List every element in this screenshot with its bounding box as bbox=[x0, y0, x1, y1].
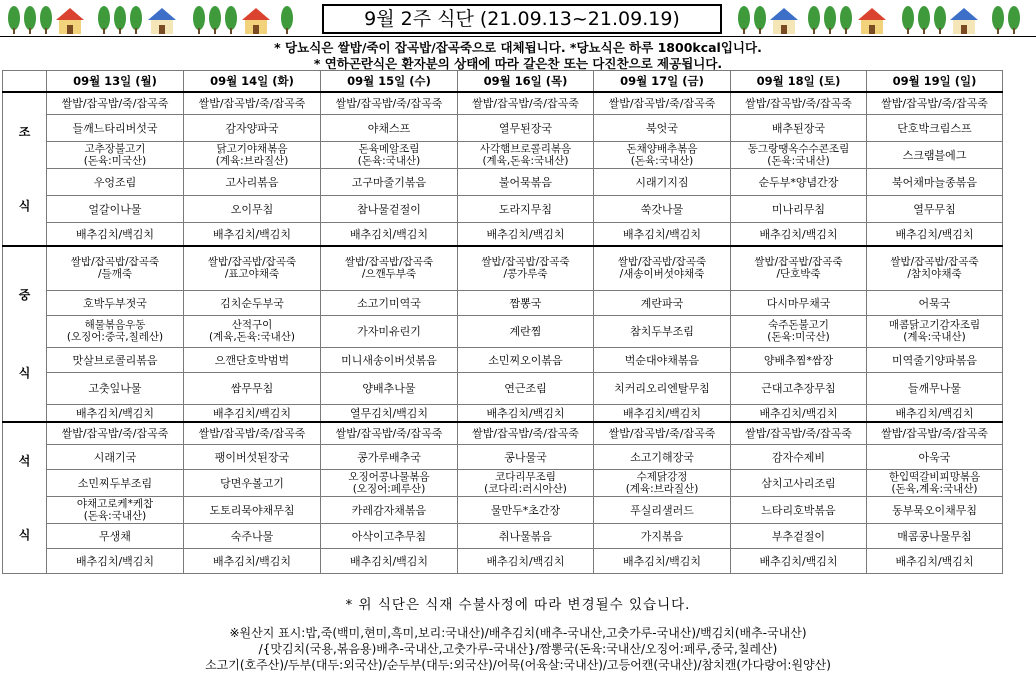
origin-line-3: 소고기(호주산)/두부(대두:외국산)/순두부(대두:외국산)/어묵(어육살:국내산)/고등어캔(국내산)/참치캔(가다랑어:원양산) bbox=[205, 658, 831, 672]
menu-item: 미니새송이버섯볶음 bbox=[321, 347, 458, 372]
menu-item: 배추김치/백김치 bbox=[321, 548, 458, 573]
menu-body bbox=[3, 92, 1003, 573]
menu-item-name: 동그랑땡옥수수콘조림 bbox=[747, 142, 850, 155]
menu-item-origin: (계육:국내산) bbox=[903, 331, 966, 343]
day-header-row bbox=[3, 71, 1003, 93]
menu-item: 물만두*초간장 bbox=[458, 496, 594, 523]
menu-item: 쌀밥/잡곡밥/죽/잡곡죽 bbox=[731, 92, 867, 114]
menu-item: 시래기국 bbox=[47, 444, 184, 469]
menu-item-name: 해물볶음우동 bbox=[84, 319, 146, 331]
menu-item: 배추김치/백김치 bbox=[594, 404, 731, 422]
menu-item: 소민찌오이볶음 bbox=[458, 347, 594, 372]
menu-row bbox=[3, 290, 1003, 315]
menu-item-origin: /들깨죽 bbox=[98, 268, 132, 281]
menu-item: 배추김치/백김치 bbox=[594, 548, 731, 573]
menu-item bbox=[594, 469, 731, 496]
origin-line-1: ※원산지 표시:밥,죽(백미,현미,흑미,보리:국내산)/배추김치(배추-국내산,고춧가루-국내산)/백김치(배추-국내산) bbox=[229, 626, 807, 640]
menu-row bbox=[3, 347, 1003, 372]
menu-item: 배추김치/백김치 bbox=[867, 404, 1003, 422]
menu-item-name: 고추장불고기 bbox=[84, 142, 146, 155]
menu-item: 고춧잎나물 bbox=[47, 372, 184, 404]
menu-item bbox=[731, 141, 867, 168]
day-header: 09월 18일 (토) bbox=[731, 71, 867, 93]
menu-item: 쌀밥/잡곡밥/죽/잡곡죽 bbox=[594, 92, 731, 114]
menu-item bbox=[594, 246, 731, 290]
meal-label bbox=[3, 422, 47, 573]
menu-item bbox=[47, 315, 184, 347]
menu-item: 쌀밥/잡곡밥/죽/잡곡죽 bbox=[867, 92, 1003, 114]
menu-item: 취나물볶음 bbox=[458, 523, 594, 548]
menu-item-name: 쌀밥/잡곡밥/잡곡죽 bbox=[344, 256, 434, 269]
menu-item: 푸실리샐러드 bbox=[594, 496, 731, 523]
menu-item: 배추김치/백김치 bbox=[731, 548, 867, 573]
menu-row bbox=[3, 141, 1003, 168]
meal-label-bottom: 식 bbox=[18, 527, 31, 542]
menu-item: 쌀밥/잡곡밥/죽/잡곡죽 bbox=[594, 422, 731, 444]
header-divider bbox=[0, 36, 1036, 37]
menu-item: 당면우볼고기 bbox=[184, 469, 321, 496]
menu-item: 열무무침 bbox=[867, 195, 1003, 222]
menu-item: 양배추찜*쌈장 bbox=[731, 347, 867, 372]
menu-item: 열무된장국 bbox=[458, 114, 594, 141]
menu-item-name: 오징어콩나물볶음 bbox=[348, 470, 430, 483]
menu-item bbox=[458, 469, 594, 496]
menu-item: 쌀밥/잡곡밥/죽/잡곡죽 bbox=[184, 92, 321, 114]
menu-item-origin: /콩가루죽 bbox=[503, 268, 548, 281]
menu-item: 가자미유린기 bbox=[321, 315, 458, 347]
day-header: 09월 14일 (화) bbox=[184, 71, 321, 93]
day-header: 09월 17일 (금) bbox=[594, 71, 731, 93]
menu-item: 배추김치/백김치 bbox=[594, 222, 731, 246]
menu-item-origin: /표고야채죽 bbox=[224, 268, 280, 281]
menu-item-origin: (계육,돈육:국내산) bbox=[208, 331, 296, 343]
corner-cell bbox=[3, 71, 47, 93]
menu-item-origin: /새송이버섯야채죽 bbox=[619, 268, 705, 281]
menu-row bbox=[3, 469, 1003, 496]
menu-item: 배추김치/백김치 bbox=[47, 404, 184, 422]
menu-item: 쌀밥/잡곡밥/죽/잡곡죽 bbox=[731, 422, 867, 444]
menu-item: 쌈무무침 bbox=[184, 372, 321, 404]
menu-item-name: 매콤닭고기감자조림 bbox=[888, 319, 981, 331]
menu-item: 배추김치/백김치 bbox=[458, 548, 594, 573]
menu-item-name: 한입떡갈비피망볶음 bbox=[888, 470, 981, 483]
notice-diabetic: * 당뇨식은 쌀밥/죽이 잡곡밥/잡곡죽으로 대체됩니다. *당뇨식은 하루 1800kcal입니다. bbox=[274, 40, 762, 55]
menu-item-name: 돈육메알조림 bbox=[358, 142, 420, 155]
menu-item-name: 야채고로케*케찹 bbox=[76, 497, 154, 510]
menu-item: 스크램블에그 bbox=[867, 141, 1003, 168]
menu-item: 북어채마늘종볶음 bbox=[867, 168, 1003, 195]
menu-item bbox=[184, 246, 321, 290]
menu-item: 계란파국 bbox=[594, 290, 731, 315]
menu-item-name: 수제닭강정 bbox=[636, 470, 688, 483]
menu-item bbox=[594, 141, 731, 168]
menu-item-origin: (돈육:국내산) bbox=[357, 154, 421, 167]
menu-item-origin: (코다리:러시아산) bbox=[484, 482, 567, 495]
menu-item: 쌀밥/잡곡밥/죽/잡곡죽 bbox=[47, 422, 184, 444]
meal-label bbox=[3, 246, 47, 422]
menu-item: 무생채 bbox=[47, 523, 184, 548]
menu-item-name: 쌀밥/잡곡밥/잡곡죽 bbox=[617, 256, 707, 269]
menu-item: 부추겉절이 bbox=[731, 523, 867, 548]
menu-item: 얼갈이나물 bbox=[47, 195, 184, 222]
menu-item: 배추김치/백김치 bbox=[731, 404, 867, 422]
menu-row bbox=[3, 523, 1003, 548]
menu-item: 호박두부젓국 bbox=[47, 290, 184, 315]
meal-label-top: 석 bbox=[18, 453, 31, 468]
menu-item bbox=[47, 141, 184, 168]
menu-item: 동부묵오이채무침 bbox=[867, 496, 1003, 523]
menu-item-origin: (돈육:미국산) bbox=[83, 154, 147, 167]
menu-item: 짬뽕국 bbox=[458, 290, 594, 315]
menu-item-name: 쌀밥/잡곡밥/잡곡죽 bbox=[481, 256, 570, 269]
menu-item-origin: (계육:브라질산) bbox=[625, 482, 699, 495]
menu-row bbox=[3, 92, 1003, 114]
menu-item: 들깨느타리버섯국 bbox=[47, 114, 184, 141]
menu-item: 배추김치/백김치 bbox=[47, 548, 184, 573]
menu-item: 야채스프 bbox=[321, 114, 458, 141]
menu-item bbox=[321, 246, 458, 290]
menu-row bbox=[3, 195, 1003, 222]
menu-item: 맛살브로콜리볶음 bbox=[47, 347, 184, 372]
menu-item-name: 사각햄브로콜리볶음 bbox=[479, 142, 572, 155]
menu-item: 배추김치/백김치 bbox=[184, 548, 321, 573]
meal-label-top: 조 bbox=[18, 125, 31, 139]
menu-item: 가지볶음 bbox=[594, 523, 731, 548]
menu-item: 소고기미역국 bbox=[321, 290, 458, 315]
menu-item: 참치두부조림 bbox=[594, 315, 731, 347]
menu-item-name: 숙주돈불고기 bbox=[768, 319, 829, 331]
origin-line-2: /{맛김치(국용,볶음용)배추-국내산,고춧가루-국내산}/짬뽕국(돈육:국내산/오징어:페루,중국,칠레산) bbox=[258, 642, 778, 656]
menu-item: 배추김치/백김치 bbox=[867, 222, 1003, 246]
menu-item: 매콤콩나물무침 bbox=[867, 523, 1003, 548]
day-header: 09월 15일 (수) bbox=[321, 71, 458, 93]
menu-item-name: 코다리무조림 bbox=[495, 470, 556, 483]
menu-item: 쌀밥/잡곡밥/죽/잡곡죽 bbox=[321, 422, 458, 444]
meal-label bbox=[3, 92, 47, 246]
menu-item bbox=[47, 246, 184, 290]
menu-item bbox=[731, 315, 867, 347]
menu-row bbox=[3, 372, 1003, 404]
menu-row bbox=[3, 496, 1003, 523]
menu-item: 순두부*양념간장 bbox=[731, 168, 867, 195]
decoration-right bbox=[736, 4, 1032, 36]
menu-row bbox=[3, 404, 1003, 422]
menu-item: 으깬단호박범벅 bbox=[184, 347, 321, 372]
menu-item: 들깨무나물 bbox=[867, 372, 1003, 404]
menu-item: 느타리호박볶음 bbox=[731, 496, 867, 523]
menu-item: 시래기지짐 bbox=[594, 168, 731, 195]
meal-label-bottom: 식 bbox=[18, 199, 31, 213]
menu-row bbox=[3, 422, 1003, 444]
menu-item: 오이무침 bbox=[184, 195, 321, 222]
menu-row bbox=[3, 114, 1003, 141]
menu-item: 연근조림 bbox=[458, 372, 594, 404]
menu-item: 불어묵볶음 bbox=[458, 168, 594, 195]
menu-item-origin: (돈육:국내산) bbox=[767, 154, 830, 167]
menu-item: 참나물겉절이 bbox=[321, 195, 458, 222]
menu-item: 카레감자채볶음 bbox=[321, 496, 458, 523]
menu-item-name: 닭고기야채볶음 bbox=[216, 142, 288, 155]
menu-item: 근대고추장무침 bbox=[731, 372, 867, 404]
weekly-menu-table bbox=[2, 70, 1003, 574]
menu-item: 아삭이고추무침 bbox=[321, 523, 458, 548]
menu-item: 아욱국 bbox=[867, 444, 1003, 469]
menu-row bbox=[3, 246, 1003, 290]
menu-item: 미역줄기양파볶음 bbox=[867, 347, 1003, 372]
menu-item bbox=[321, 141, 458, 168]
menu-item: 배추김치/백김치 bbox=[321, 222, 458, 246]
menu-item bbox=[867, 469, 1003, 496]
menu-item: 치커리오리엔탈무침 bbox=[594, 372, 731, 404]
menu-item: 쌀밥/잡곡밥/죽/잡곡죽 bbox=[458, 422, 594, 444]
menu-item: 감자양파국 bbox=[184, 114, 321, 141]
change-notice: * 위 식단은 식재 수불사정에 따라 변경될수 있습니다. bbox=[345, 597, 691, 613]
menu-item-origin: (돈육:미국산) bbox=[767, 331, 830, 343]
menu-item: 배추김치/백김치 bbox=[731, 222, 867, 246]
menu-item: 감자수제비 bbox=[731, 444, 867, 469]
menu-item bbox=[321, 469, 458, 496]
menu-item: 어묵국 bbox=[867, 290, 1003, 315]
menu-item: 김치순두부국 bbox=[184, 290, 321, 315]
day-header: 09월 13일 (월) bbox=[47, 71, 184, 93]
menu-item bbox=[47, 496, 184, 523]
menu-item: 북엇국 bbox=[594, 114, 731, 141]
menu-item: 소민찌두부조림 bbox=[47, 469, 184, 496]
menu-item-origin: (계육:브라질산) bbox=[215, 154, 289, 167]
menu-item: 삼치고사리조림 bbox=[731, 469, 867, 496]
menu-item-origin: (돈육:국내산) bbox=[83, 509, 147, 522]
menu-item: 배추김치/백김치 bbox=[867, 548, 1003, 573]
menu-item: 쌀밥/잡곡밥/죽/잡곡죽 bbox=[47, 92, 184, 114]
menu-item: 단호박크림스프 bbox=[867, 114, 1003, 141]
menu-row bbox=[3, 222, 1003, 246]
menu-item: 배추김치/백김치 bbox=[458, 404, 594, 422]
menu-item bbox=[867, 315, 1003, 347]
menu-row bbox=[3, 548, 1003, 573]
menu-item: 다시마무채국 bbox=[731, 290, 867, 315]
menu-item: 우엉조림 bbox=[47, 168, 184, 195]
menu-item-origin: (돈육:국내산) bbox=[630, 154, 694, 167]
menu-item: 콩가루배추국 bbox=[321, 444, 458, 469]
menu-item: 양배추나물 bbox=[321, 372, 458, 404]
day-header: 09월 19일 (일) bbox=[867, 71, 1003, 93]
menu-item-origin: (돈육,계육:국내산) bbox=[891, 482, 978, 495]
menu-item-name: 쌀밥/잡곡밥/잡곡죽 bbox=[70, 256, 160, 269]
menu-item: 고구마줄기볶음 bbox=[321, 168, 458, 195]
menu-item-name: 쌀밥/잡곡밥/잡곡죽 bbox=[890, 256, 979, 269]
menu-item bbox=[867, 246, 1003, 290]
menu-item bbox=[184, 315, 321, 347]
menu-item-name: 산적구이 bbox=[231, 319, 273, 331]
meal-label-bottom: 식 bbox=[18, 366, 31, 380]
menu-item: 배추된장국 bbox=[731, 114, 867, 141]
menu-item: 계란찜 bbox=[458, 315, 594, 347]
menu-item-name: 쌀밥/잡곡밥/잡곡죽 bbox=[207, 256, 297, 269]
menu-item-origin: /으깬두부죽 bbox=[361, 268, 417, 281]
notice-dysphagia: * 연하곤란식은 환자분의 상태에 따라 갈은찬 또는 다진찬으로 제공됩니다. bbox=[313, 56, 723, 71]
decoration-left bbox=[4, 4, 304, 36]
day-header: 09월 16일 (목) bbox=[458, 71, 594, 93]
menu-item-origin: (오징어:페루산) bbox=[352, 482, 426, 495]
menu-item bbox=[184, 141, 321, 168]
menu-item-name: 돈채양배추볶음 bbox=[626, 142, 698, 155]
menu-item-name: 쌀밥/잡곡밥/잡곡죽 bbox=[754, 256, 843, 269]
menu-item: 쌀밥/잡곡밥/죽/잡곡죽 bbox=[321, 92, 458, 114]
menu-item bbox=[458, 141, 594, 168]
menu-item-origin: (계육,돈육:국내산) bbox=[482, 154, 569, 167]
menu-item: 쌀밥/잡곡밥/죽/잡곡죽 bbox=[184, 422, 321, 444]
menu-item-origin: /단호박죽 bbox=[776, 268, 821, 281]
menu-item: 배추김치/백김치 bbox=[184, 404, 321, 422]
menu-item bbox=[458, 246, 594, 290]
menu-item: 쌀밥/잡곡밥/죽/잡곡죽 bbox=[458, 92, 594, 114]
menu-title: 9월 2주 식단 (21.09.13~21.09.19) bbox=[322, 4, 722, 34]
menu-item bbox=[731, 246, 867, 290]
menu-item-origin: /참치야채죽 bbox=[907, 268, 962, 281]
menu-item: 배추김치/백김치 bbox=[184, 222, 321, 246]
menu-item: 배추김치/백김치 bbox=[47, 222, 184, 246]
meal-label-top: 중 bbox=[18, 288, 31, 302]
menu-item: 배추김치/백김치 bbox=[458, 222, 594, 246]
menu-item: 쑥갓나물 bbox=[594, 195, 731, 222]
menu-item: 고사리볶음 bbox=[184, 168, 321, 195]
menu-item: 벅순대야채볶음 bbox=[594, 347, 731, 372]
menu-item: 콩나물국 bbox=[458, 444, 594, 469]
menu-row bbox=[3, 444, 1003, 469]
menu-row bbox=[3, 168, 1003, 195]
menu-item: 도토리묵야채무침 bbox=[184, 496, 321, 523]
menu-item: 팽이버섯된장국 bbox=[184, 444, 321, 469]
menu-item: 도라지무침 bbox=[458, 195, 594, 222]
menu-item: 소고기해장국 bbox=[594, 444, 731, 469]
menu-item: 숙주나물 bbox=[184, 523, 321, 548]
menu-item-origin: (오징어:중국,칠레산) bbox=[66, 331, 164, 343]
menu-row bbox=[3, 315, 1003, 347]
menu-item: 미나리무침 bbox=[731, 195, 867, 222]
menu-item: 쌀밥/잡곡밥/죽/잡곡죽 bbox=[867, 422, 1003, 444]
menu-item: 열무김치/백김치 bbox=[321, 404, 458, 422]
